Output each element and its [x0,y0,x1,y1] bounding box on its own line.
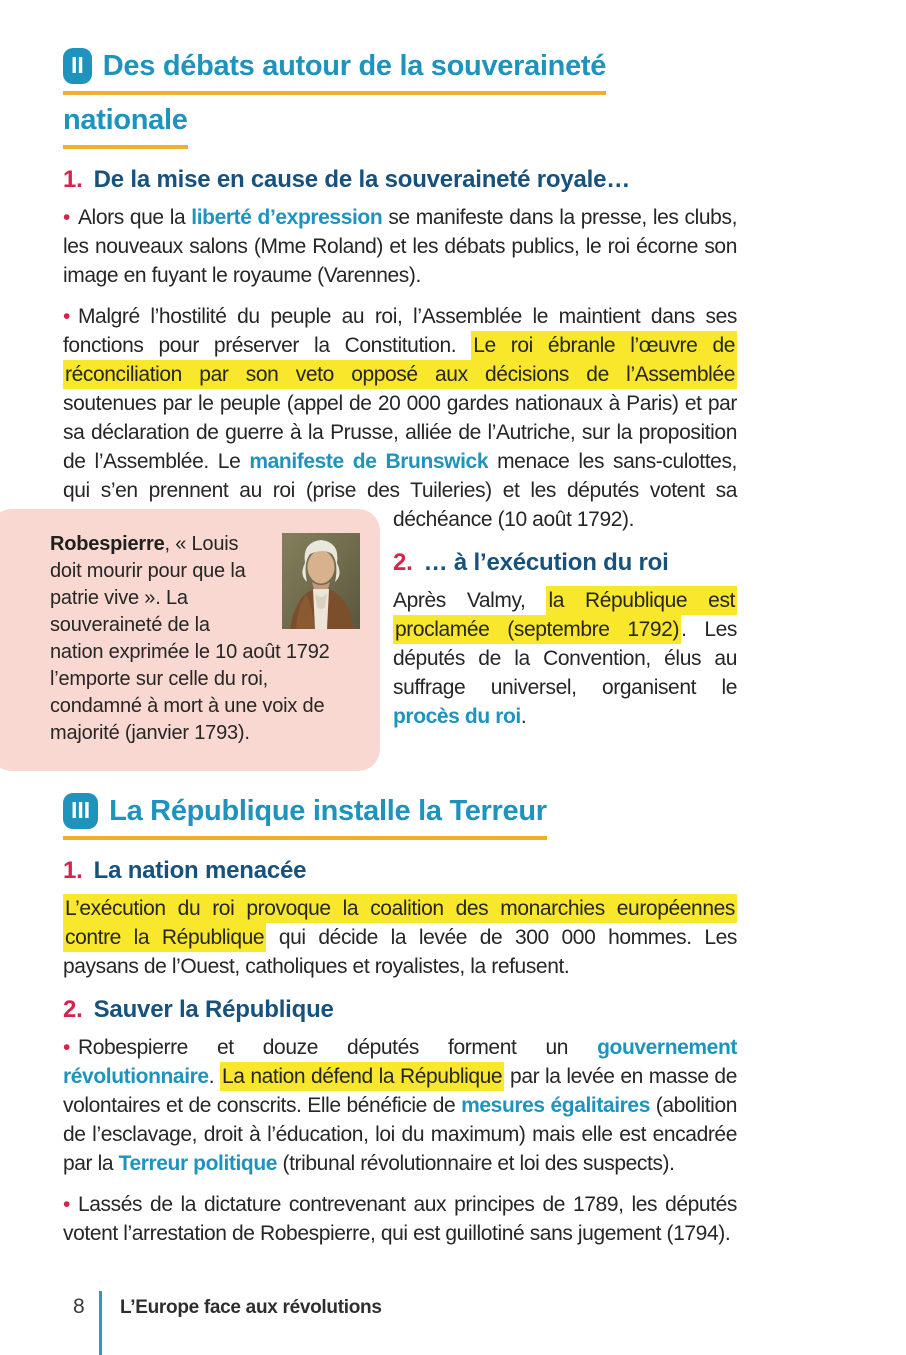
text-segment: soutenues par le peuple (appel de 20 000 gardes nationaux à Paris) et par sa déclaration de guerre à la Prusse, alliée de l’Autriche, sur la proposition de l’Assemblée. Le [63,392,737,473]
key-term-mesures-egalitaires: mesures égalitaires [461,1094,650,1117]
sub-heading-2-2-number: 2. [393,549,413,576]
portrait-face [308,551,335,584]
text-segment: Alors que la [77,206,192,229]
bullet-marker: • [63,305,70,328]
paragraph-coalition [63,894,737,981]
page-footer [63,1291,382,1355]
text-segment: se manifeste dans la presse, les clubs, les nouveaux salons (Mme Roland) et les débats publics, le roi écorne son image en fuyant le royaume (Varennes). [63,206,737,287]
section-2 [50,48,737,744]
text-segment: les députés votent sa déchéance (10 août 1792). [393,479,737,531]
bullet-marker: • [63,206,70,229]
key-term-terreur-politique: Terreur politique [118,1152,278,1175]
sub-heading-3-2-title: Sauver la République [93,996,334,1023]
paragraph-gouvernement-revolutionnaire [63,1033,737,1178]
paragraph-liberte-expression [63,203,737,290]
highlighted-passage-republique: la République est proclamée (septembre 1792) [393,586,737,644]
highlighted-passage-veto: Le roi ébranle l’œuvre de réconciliation par son veto opposé aux décisions de l’Assemblée [63,331,737,389]
text-segment: . [208,1065,220,1088]
robespierre-portrait [282,533,360,629]
robespierre-note-box [0,509,380,771]
text-segment: Lassés de la dictature contrevenant aux principes de 1789, les députés votent l’arrestation de Robespierre, qui est guillotiné sans jugement (1794). [63,1193,737,1245]
key-term-proces-du-roi: procès du roi [393,705,521,728]
sub-heading-3-1-title: La nation menacée [93,857,307,884]
book-title: L’Europe face aux révolutions [120,1297,382,1318]
page-number: 8 [73,1295,85,1318]
sub-heading-3-2-number: 2. [63,996,83,1023]
sub-heading-3-2 [63,995,737,1025]
bullet-marker: • [63,1036,70,1059]
section-2-title-part1: Des débats autour de la souveraineté [102,50,607,82]
sub-heading-2-1-number: 1. [63,166,83,193]
section-2-title-part2: nationale [63,104,188,136]
key-term-liberte-expression: liberté d’expression [191,206,383,229]
bullet-marker: • [63,1193,70,1216]
text-segment: qui décide la levée de 300 000 hommes. Les paysans de l’Ouest, catholiques et royalistes, la refusent. [63,926,737,978]
sub-heading-2-1-title: De la mise en cause de la souveraineté royale… [93,166,631,193]
text-segment: . [520,705,527,728]
text-segment: . Les députés de la Convention, élus au suffrage universel, organisent le [393,618,737,699]
key-term-manifeste-brunswick: manifeste de Brunswick [249,450,489,473]
page-content [50,48,737,1260]
text-segment: (tribunal révolutionnaire et loi des suspects). [277,1152,675,1175]
text-segment: Malgré l’hostilité du peuple au roi, l’Assemblée le maintient dans ses fonctions pour préserver la Constitution. [63,305,737,357]
section-3-title: La République installe la Terreur [109,795,547,827]
text-segment: (abolition de l’esclavage, droit à l’éducation, loi du maximum) mais elle est encadrée par la [63,1094,737,1175]
section-3-heading [63,793,737,842]
section-2-heading [63,48,737,151]
note-box-text: , « Louis doit mourir pour que la patrie vive ». La souveraineté de la nation exprimée le 10 août 1792 l’emporte sur celle du roi, condamné à mort à une voix de majorité (janvier 1793). [50,533,330,744]
highlighted-passage-coalition: L’exécution du roi provoque la coalition des monarchies européennes contre la République [63,894,737,952]
text-segment: Robespierre et douze députés forment un [77,1036,598,1059]
highlighted-passage-nation-defend: La nation défend la République [220,1062,504,1091]
sub-heading-2-2-title: … à l’exécution du roi [423,549,669,576]
text-segment: par la levée en masse de volontaires et de conscrits. Elle bénéficie de [63,1065,737,1117]
sub-heading-2-1 [63,165,737,195]
section-2-heading-line2 [63,102,188,149]
sub-heading-3-1 [63,856,737,886]
text-segment: Après Valmy, [393,589,547,612]
sub-heading-3-1-number: 1. [63,857,83,884]
key-term-gouvernement-revolutionnaire: gouvernement révolutionnaire [63,1036,737,1088]
section-3 [63,777,737,1248]
section-3-heading-line1 [63,793,547,840]
section-2-badge: II [63,48,92,84]
text-segment: menace les sans-culottes, qui s’en prennent au roi (prise des Tuileries) et [63,450,737,502]
paragraph-chute-robespierre [63,1190,737,1248]
note-box-name: Robespierre [50,533,165,555]
section-3-badge: III [63,793,98,829]
section-2-heading-line1 [63,48,606,95]
